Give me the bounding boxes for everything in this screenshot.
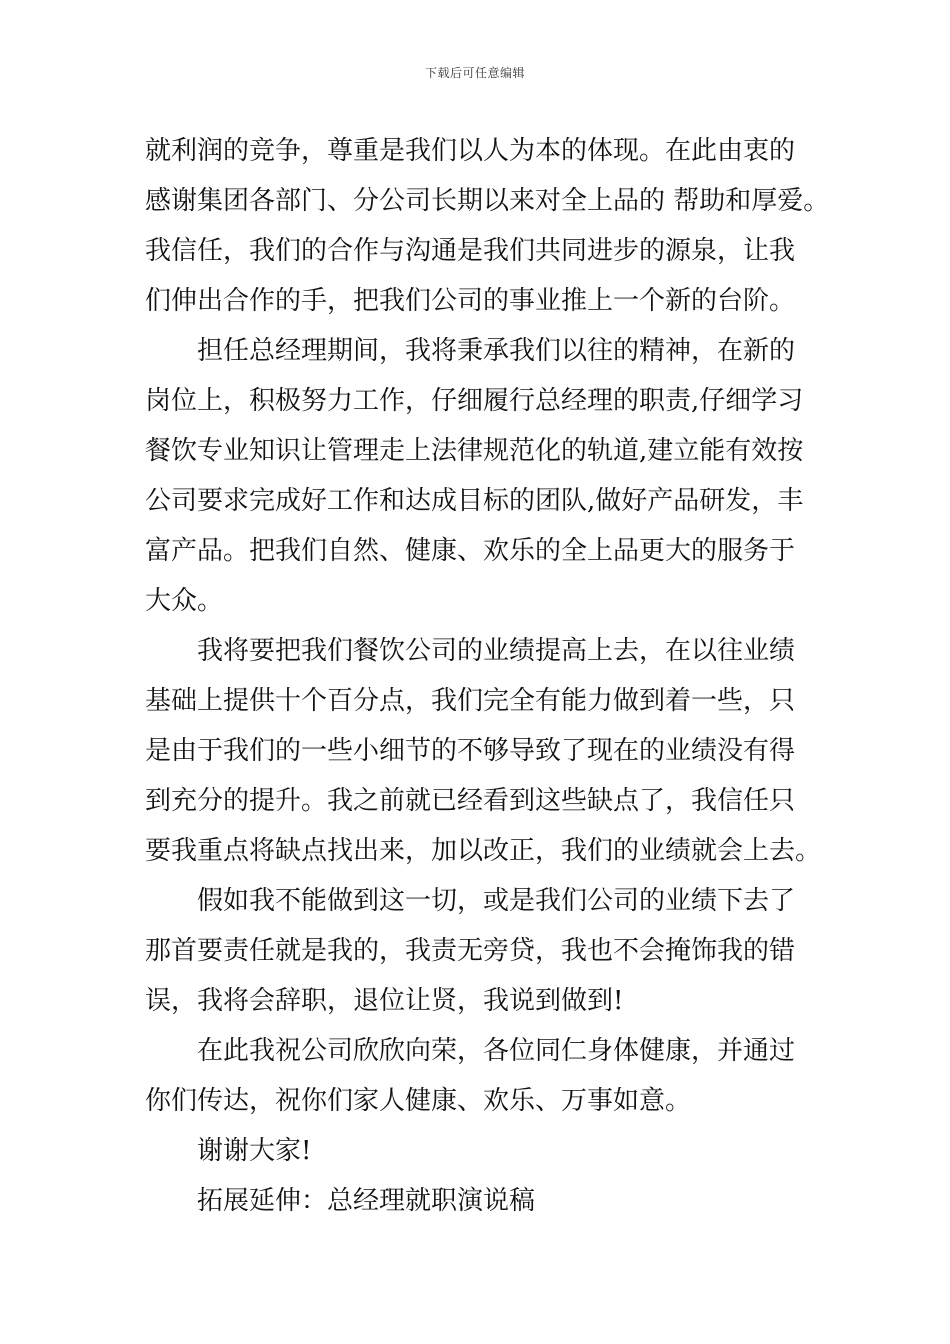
text-line: 富产品。把我们自然、健康、欢乐的全上品更大的服务于: [145, 536, 796, 566]
text-line: 我信任，我们的合作与沟通是我们共同进步的源泉，让我: [145, 236, 796, 266]
text-line: 是由于我们的一些小细节的不够导致了现在的业绩没有得: [145, 736, 796, 766]
page-header: 下载后可任意编辑: [424, 66, 525, 80]
text-line: 误，我将会辞职，退位让贤，我说到做到!: [145, 986, 624, 1016]
text-line: 我将要把我们餐饮公司的业绩提高上去，在以往业绩: [197, 636, 796, 666]
text-line: 谢谢大家!: [197, 1136, 312, 1166]
text-line: 们伸出合作的手，把我们公司的事业推上一个新的台阶。: [145, 286, 796, 316]
text-line: 要我重点将缺点找出来，加以改正，我们的业绩就会上去。: [145, 836, 822, 866]
text-line: 在此我祝公司欣欣向荣，各位同仁身体健康，并通过: [197, 1036, 796, 1066]
section-heading: 拓展延伸：总经理就职演说稿: [197, 1186, 536, 1216]
text-line: 到充分的提升。我之前就已经看到这些缺点了，我信任只: [145, 786, 796, 816]
text-line: 感谢集团各部门、分公司长期以来对全上品的 帮助和厚爱。: [145, 186, 830, 216]
text-line: 岗位上，积极努力工作，仔细履行总经理的职责,仔细学习: [145, 386, 804, 416]
text-line: 公司要求完成好工作和达成目标的团队,做好产品研发，丰: [145, 486, 804, 516]
text-line: 大众。: [145, 586, 224, 616]
text-line: 就利润的竞争，尊重是我们以人为本的体现。在此由衷的: [145, 136, 796, 166]
text-line: 基础上提供十个百分点，我们完全有能力做到着一些，只: [145, 686, 796, 716]
text-line: 那首要责任就是我的，我责无旁贷，我也不会掩饰我的错: [145, 936, 796, 966]
text-line: 担任总经理期间，我将秉承我们以往的精神，在新的: [197, 336, 796, 366]
text-line: 假如我不能做到这一切，或是我们公司的业绩下去了: [197, 886, 796, 916]
document-body: [145, 126, 845, 1226]
text-line: 你们传达，祝你们家人健康、欢乐、万事如意。: [145, 1086, 692, 1116]
text-line: 餐饮专业知识让管理走上法律规范化的轨道,建立能有效按: [145, 436, 804, 466]
